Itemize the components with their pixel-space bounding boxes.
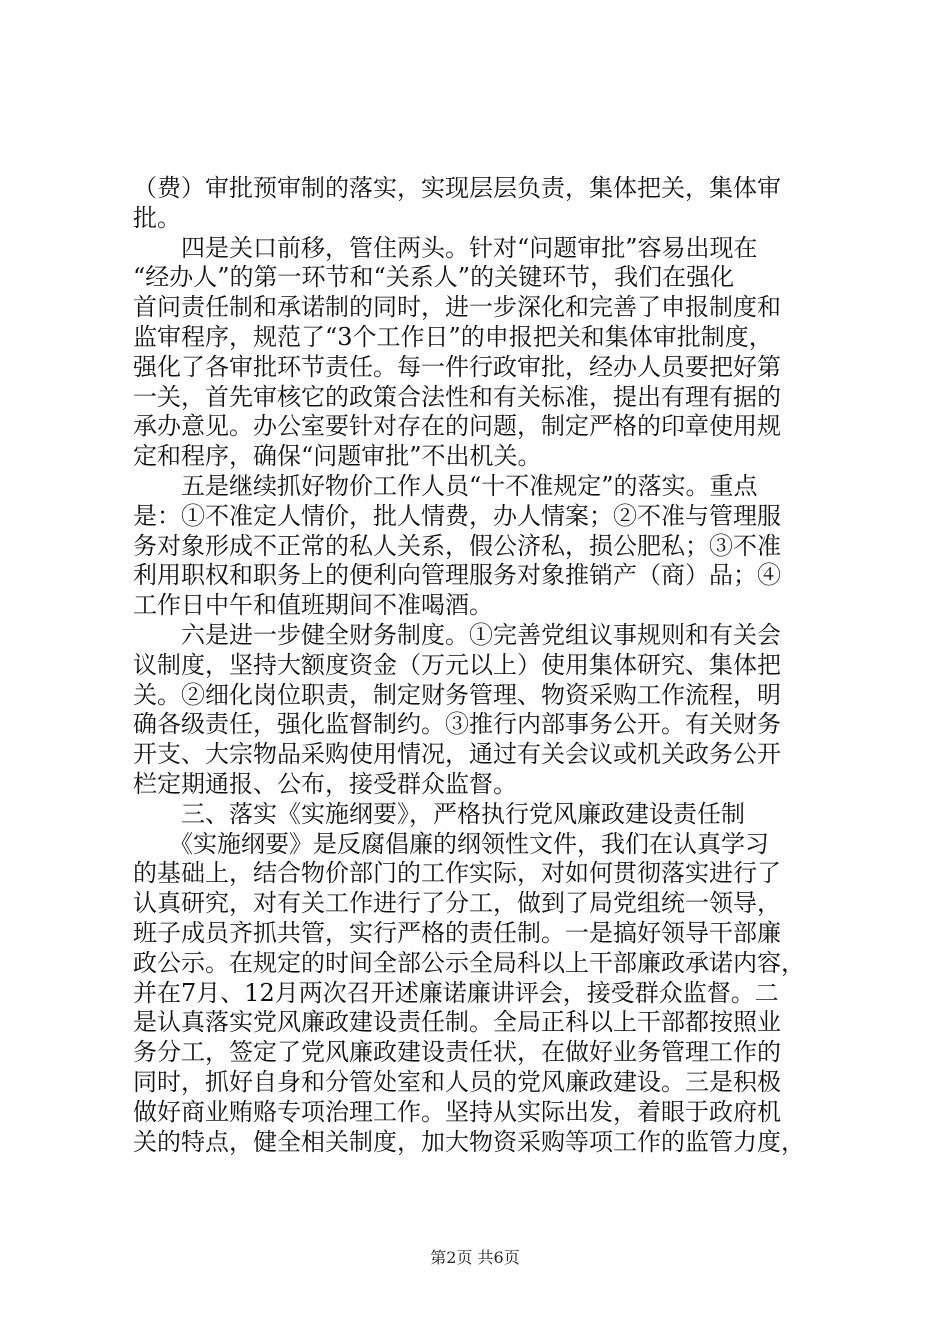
- text-line: 四是关口前移，管住两头。针对“问题审批”容易出现在: [133, 233, 758, 262]
- text-line: 是：①不准定人情价，批人情费，办人情案；②不准与管理服: [133, 501, 781, 530]
- text-line: 利用职权和职务上的便利向管理服务对象推销产（商）品；④: [133, 561, 781, 590]
- text-line: 同时，抓好自身和分管处室和人员的党风廉政建设。三是积极: [133, 1067, 781, 1096]
- text-line: 五是继续抓好物价工作人员“十不准规定”的落实。重点: [133, 471, 758, 500]
- text-line: 批。: [133, 203, 181, 232]
- text-line: 务对象形成不正常的私人关系，假公济私，损公肥私；③不准: [133, 531, 781, 560]
- text-line: 政公示。在规定的时间全部公示全局科以上干部廉政承诺内容，: [133, 948, 805, 977]
- text-line: 认真研究，对有关工作进行了分工，做到了局党组统一领导，: [133, 889, 781, 918]
- text-line: 的基础上，结合物价部门的工作实际，对如何贯彻落实进行了: [133, 859, 781, 888]
- text-line: 确各级责任，强化监督制约。③推行内部事务公开。有关财务: [133, 710, 781, 739]
- text-line: 做好商业贿赂专项治理工作。坚持从实际出发，着眼于政府机: [133, 1097, 781, 1126]
- text-line: 议制度，坚持大额度资金（万元以上）使用集体研究、集体把: [133, 650, 781, 679]
- text-line: 栏定期通报、公布，接受群众监督。: [133, 769, 517, 798]
- page-footer: 第2页 共6页: [430, 1248, 520, 1267]
- text-line: （费）审批预审制的落实，实现层层负责，集体把关，集体审: [133, 174, 781, 202]
- text-line: 《实施纲要》是反腐倡廉的纲领性文件，我们在认真学习: [133, 829, 769, 858]
- text-line: 开支、大宗物品采购使用情况，通过有关会议或机关政务公开: [133, 740, 781, 769]
- text-line: 并在7月、12月两次召开述廉诺廉讲评会，接受群众监督。二: [133, 978, 779, 1007]
- text-line: 六是进一步健全财务制度。①完善党组议事规则和有关会: [133, 620, 781, 649]
- text-line: 定和程序，确保“问题审批”不出机关。: [133, 442, 542, 471]
- text-line: 关。②细化岗位职责，制定财务管理、物资采购工作流程，明: [133, 680, 781, 709]
- text-line: 务分工，签定了党风廉政建设责任状，在做好业务管理工作的: [133, 1038, 781, 1067]
- text-line: 强化了各审批环节责任。每一件行政审批，经办人员要把好第: [133, 352, 781, 381]
- document-body: [133, 174, 833, 1157]
- text-line: 关的特点，健全相关制度，加大物资采购等项工作的监管力度，: [133, 1127, 805, 1156]
- text-line: 是认真落实党风廉政建设责任制。全局正科以上干部都按照业: [133, 1008, 781, 1037]
- text-line: 三、落实《实施纲要》，严格执行党风廉政建设责任制: [133, 799, 745, 828]
- text-line: “经办人”的第一环节和“关系人”的关键环节，我们在强化: [133, 263, 735, 292]
- text-line: 班子成员齐抓共管，实行严格的责任制。一是搞好领导干部廉: [133, 918, 781, 947]
- text-line: 工作日中午和值班期间不准喝酒。: [133, 591, 493, 620]
- text-line: 承办意见。办公室要针对存在的问题，制定严格的印章使用规: [133, 412, 781, 441]
- text-line: 首问责任制和承诺制的同时，进一步深化和完善了申报制度和: [133, 293, 781, 322]
- text-line: 监审程序，规范了“3个工作日”的申报把关和集体审批制度，: [133, 322, 773, 351]
- text-line: 一关，首先审核它的政策合法性和有关标准，提出有理有据的: [133, 382, 781, 411]
